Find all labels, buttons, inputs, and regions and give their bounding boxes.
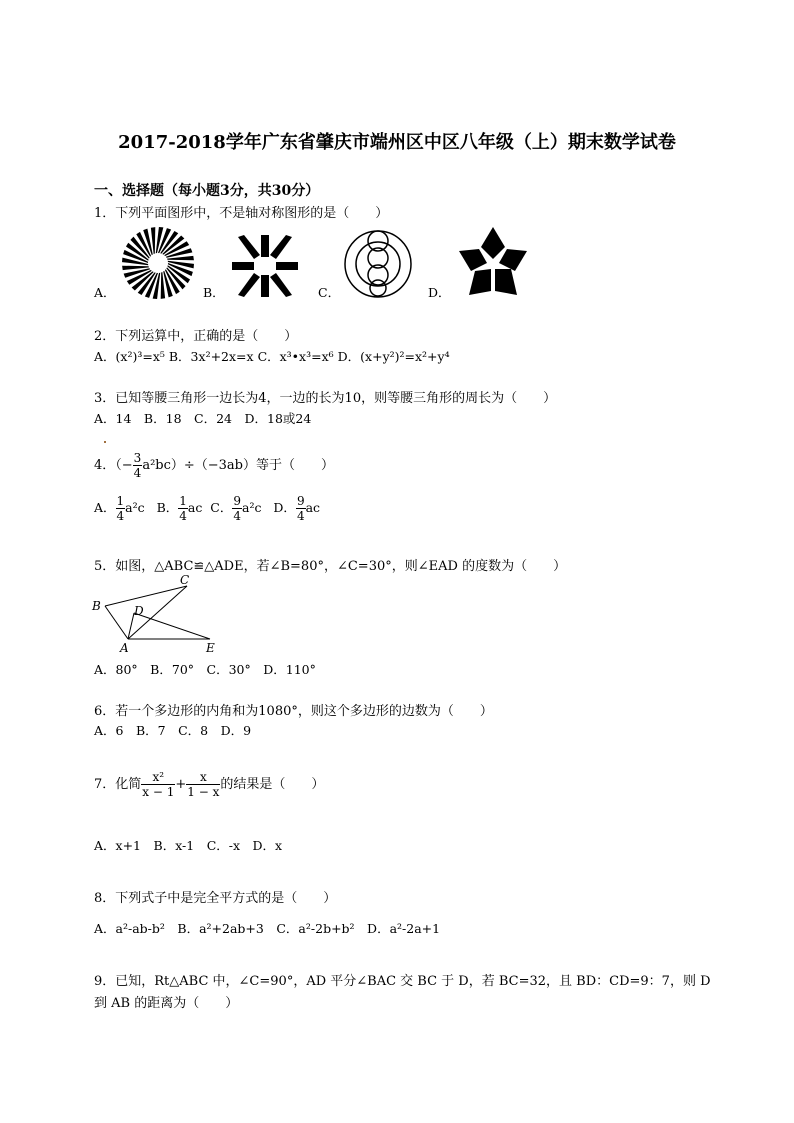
- q4-fraction: $\frac{3}{4}$: [133, 451, 142, 480]
- q1-figure-d-pinwheel-star: [455, 225, 531, 297]
- label-c: C: [180, 573, 190, 587]
- question-4-stem: 4．（− $\frac{3}{4}$ a²bc）÷（−3ab）等于（ ）: [94, 451, 335, 480]
- question-5-stem: 5．如图，△ABC≌△ADE，若∠B=80°，∠C=30°，则∠EAD 的度数为（ ）: [94, 559, 567, 574]
- question-8-options: A．a²-ab-b² B．a²+2ab+3 C．a²-2b+b² D．a²-2a+1: [94, 921, 441, 936]
- q2-option-d: D．(x+y²)²=x²+y⁴: [337, 349, 450, 364]
- q1-figure-c-circles: [342, 228, 414, 300]
- page-title: 2017-2018学年广东省肇庆市端州区中区八年级（上）期末数学试卷: [118, 132, 676, 153]
- question-4-options: A． $\frac{1}{4}$ a²c B． $\frac{1}{4}$ ac C． $\frac{9}{4}$ a²c D． $\frac{9}{4}$ ac: [94, 494, 321, 523]
- section-heading: 一、选择题（每小题3分，共30分）: [94, 183, 320, 199]
- q5-triangle-figure: [90, 572, 230, 656]
- question-2-options: [94, 347, 450, 365]
- question-7-options: A．x+1 B．x-1 C．-x D．x: [94, 838, 283, 853]
- q1-option-d-label: D．: [428, 285, 451, 300]
- q1-figure-b-star-burst: [230, 233, 300, 299]
- question-3-stem: 3．已知等腰三角形一边长为4，一边的长为10，则等腰三角形的周长为（ ）: [94, 391, 557, 406]
- label-e: E: [206, 641, 215, 655]
- q1-option-a-label: A．: [94, 285, 116, 300]
- stray-dot: [104, 441, 106, 443]
- label-a: A: [120, 641, 129, 655]
- question-8-stem: 8．下列式子中是完全平方式的是（ ）: [94, 891, 337, 906]
- q2-option-b: B．3x²+2x=x: [168, 349, 254, 364]
- q1-option-b-label: B．: [203, 285, 225, 300]
- question-6-stem: 6．若一个多边形的内角和为1080°，则这个多边形的边数为（ ）: [94, 704, 493, 719]
- question-9-line1: 9．已知，Rt△ABC 中，∠C=90°，AD 平分∠BAC 交 BC 于 D，若 BC=32，且 BD：CD=9：7，则 D: [94, 974, 711, 989]
- q1-figure-a-sunburst: [120, 225, 196, 301]
- q2-option-a: A．(x²)³=x⁵: [94, 349, 165, 364]
- question-5-options: A．80° B．70° C．30° D．110°: [94, 662, 316, 677]
- question-3-options: A．14 B．18 C．24 D．18或24: [94, 411, 312, 426]
- question-6-options: A．6 B．7 C．8 D．9: [94, 723, 252, 738]
- q1-option-c-label: C．: [318, 285, 341, 300]
- question-2-stem: 2．下列运算中，正确的是（ ）: [94, 329, 298, 344]
- question-1-stem: 1．下列平面图形中，不是轴对称图形的是（ ）: [94, 206, 389, 221]
- label-d: D: [134, 604, 144, 618]
- label-b: B: [92, 599, 101, 613]
- question-7-stem: 7．化简 $\frac{\text{x²}}{x - 1}$ + $\frac{x}{1 - x}$ 的结果是（ ）: [94, 770, 325, 799]
- question-9-line2: 到 AB 的距离为（ ）: [94, 996, 239, 1011]
- q2-option-c: C．x³•x³=x⁶: [257, 349, 334, 364]
